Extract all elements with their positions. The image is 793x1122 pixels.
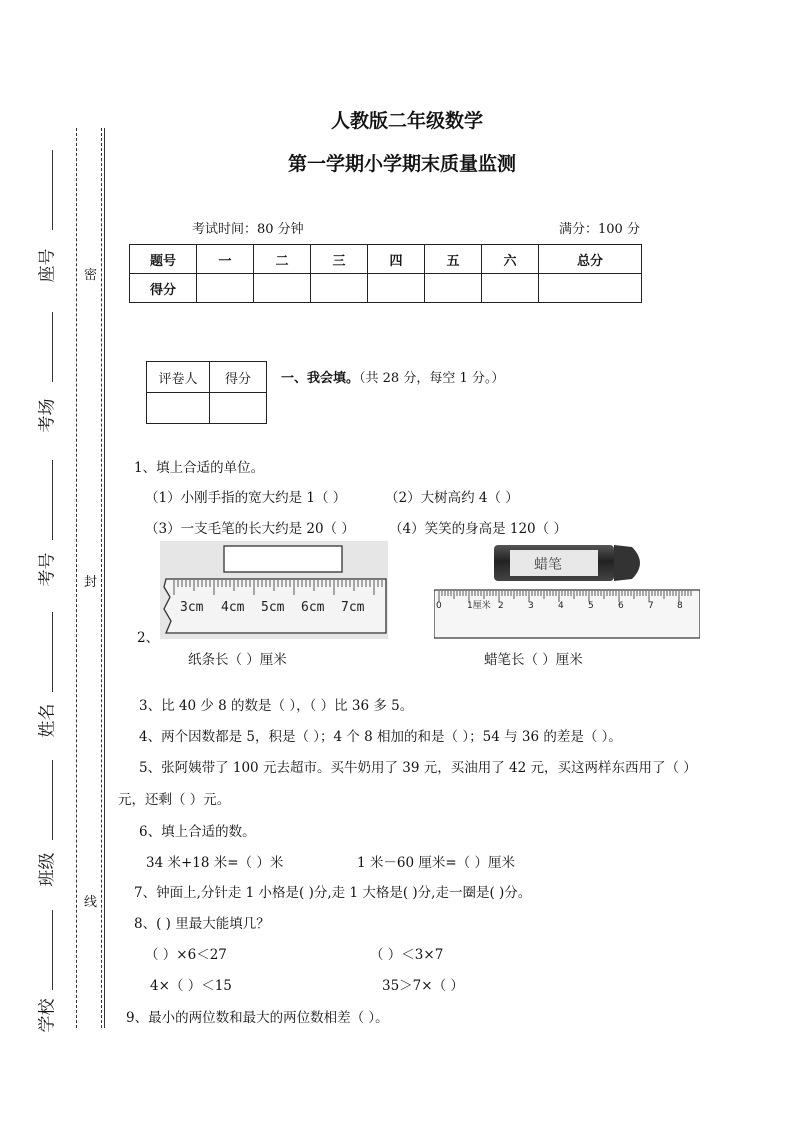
grader-header: 得分: [210, 362, 267, 393]
question-2-number: 2、: [137, 630, 160, 646]
crayon: [494, 545, 640, 581]
question-1d: （4）笑笑的身高是 120（ ）: [389, 521, 567, 537]
grader-cell[interactable]: [210, 393, 267, 424]
ruler-2-label: 6: [618, 601, 624, 611]
underline-2: [52, 312, 53, 382]
question-5-line-1: 5、张阿姨带了 100 元去超市。买牛奶用了 39 元，买油用了 42 元，买这两样东西用了（ ）: [139, 760, 697, 776]
question-9: 9、最小的两位数和最大的两位数相差（ ）。: [126, 1010, 389, 1026]
ruler-2-label: 7: [648, 601, 654, 611]
binding-dashed-line-1: [76, 128, 77, 1028]
score-table-header: 五: [425, 245, 482, 274]
question-8b: （ ）＜3×7: [370, 947, 444, 963]
ruler-2-label: 3: [528, 601, 534, 611]
score-cell[interactable]: [311, 274, 368, 303]
score-cell[interactable]: [197, 274, 254, 303]
question-2-right: 蜡笔长（ ）厘米: [484, 652, 583, 668]
score-table-header: 四: [368, 245, 425, 274]
score-table-header: 二: [254, 245, 311, 274]
underline-1: [52, 150, 54, 230]
binding-label-seat: 座号: [37, 248, 58, 283]
ruler-paper-strip-figure: [160, 541, 388, 639]
ruler-2-label: 0: [436, 601, 442, 611]
grader-table: [146, 361, 267, 424]
score-row-label: 得分: [130, 274, 197, 303]
section-1-title: 一、我会填。: [281, 371, 360, 386]
section-1-note: （共 28 分，每空 1 分。）: [359, 371, 505, 386]
score-table-header: 六: [482, 245, 539, 274]
ruler-2-label: 4: [558, 601, 564, 611]
underline-3: [52, 460, 53, 540]
score-table: [129, 244, 642, 303]
underline-6: [52, 910, 53, 990]
score-cell[interactable]: [254, 274, 311, 303]
ruler-2-label: 2: [498, 601, 504, 611]
score-cell[interactable]: [425, 274, 482, 303]
underline-4: [52, 612, 53, 692]
question-8c: 4×（ ）＜15: [150, 978, 232, 994]
question-5-line-2: 元，还剩（ ）元。: [118, 792, 231, 808]
question-3: 3、比 40 少 8 的数是（ ），（ ）比 36 多 5。: [139, 698, 414, 714]
underline-5: [52, 760, 53, 840]
ruler-1-label: 5cm: [261, 600, 285, 615]
grader-cell[interactable]: [147, 393, 210, 424]
ruler-2-body: [434, 590, 700, 638]
question-4: 4、两个因数都是 5，积是（ ）；4 个 8 相加的和是（ ）；54 与 36 的差是（ ）。: [139, 729, 622, 745]
full-score: 满分：100 分: [559, 222, 640, 237]
binding-label-class: 班级: [37, 852, 58, 887]
ruler-1-label: 6cm: [301, 600, 325, 615]
question-1: 1、填上合适的单位。: [134, 460, 265, 476]
exam-time: 考试时间：80 分钟: [192, 222, 304, 237]
score-cell[interactable]: [539, 274, 642, 303]
page-subtitle: 第一学期小学期末质量监测: [288, 153, 517, 175]
binding-label-school: 学校: [37, 998, 58, 1033]
score-table-header: 题号: [130, 245, 197, 274]
score-cell[interactable]: [482, 274, 539, 303]
score-table-header: 三: [311, 245, 368, 274]
paper-strip: [224, 546, 342, 572]
crayon-tip: [614, 545, 640, 581]
question-6: 6、填上合适的数。: [139, 824, 256, 840]
score-table-header: 一: [197, 245, 254, 274]
ruler-crayon-figure: [434, 542, 700, 640]
question-7: 7、钟面上,分针走 1 小格是( )分,走 1 大格是( )分,走一圈是( )分。: [134, 885, 532, 901]
question-8a: （ ）×6＜27: [145, 947, 227, 963]
section-1-heading: [281, 367, 504, 386]
binding-label-exam-number: 考号: [37, 552, 58, 587]
seal-char-mi: 密: [84, 268, 98, 283]
binding-dashed-line-2: [101, 128, 102, 1028]
binding-label-name: 姓名: [37, 703, 58, 738]
question-6a: 34 米+18 米=（ ）米: [146, 855, 284, 871]
ruler-2-label: 1厘米: [467, 601, 491, 611]
score-cell[interactable]: [368, 274, 425, 303]
ruler-2-label: 8: [677, 601, 683, 611]
question-6b: 1 米－60 厘米=（ ）厘米: [357, 855, 515, 871]
binding-solid-line: [104, 128, 105, 1028]
question-1a: （1）小刚手指的宽大约是 1（ ）: [145, 490, 347, 506]
question-1b: （2）大树高约 4（ ）: [385, 490, 519, 506]
ruler-1-label: 7cm: [341, 600, 365, 615]
crayon-text: 蜡笔: [534, 557, 562, 573]
ruler-1-label: 3cm: [180, 600, 204, 615]
score-table-header: 总分: [539, 245, 642, 274]
ruler-2-label: 5: [588, 601, 594, 611]
question-8: 8、( ) 里最大能填几？: [134, 916, 270, 932]
question-1c: （3）一支毛笔的长大约是 20（ ）: [145, 521, 355, 537]
question-8d: 35＞7×（ ）: [382, 978, 464, 994]
grader-header: 评卷人: [147, 362, 210, 393]
page-title: 人教版二年级数学: [331, 110, 484, 132]
question-2-left: 纸条长（ ）厘米: [188, 652, 287, 668]
ruler-1-label: 4cm: [221, 600, 245, 615]
binding-label-room: 考场: [37, 398, 58, 433]
seal-char-xian: 线: [84, 895, 98, 910]
seal-char-feng: 封: [84, 575, 98, 590]
